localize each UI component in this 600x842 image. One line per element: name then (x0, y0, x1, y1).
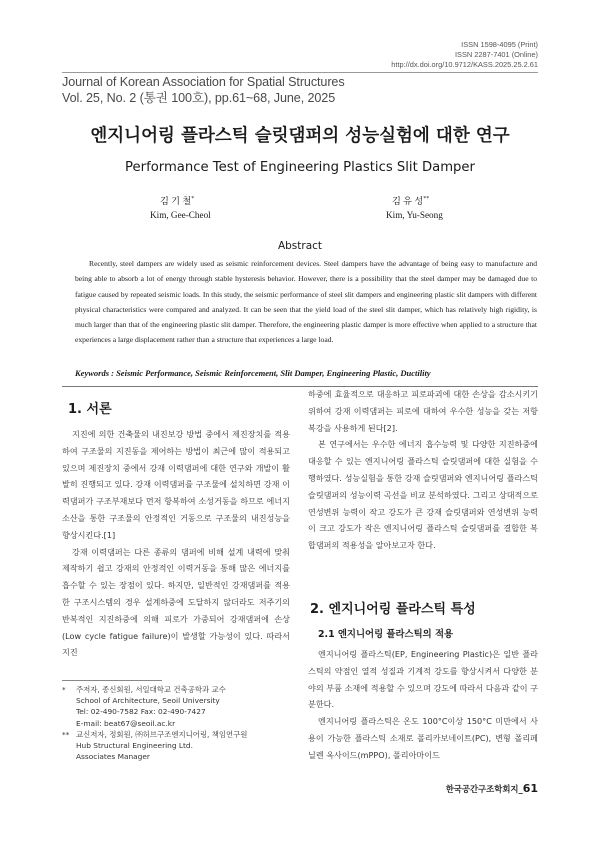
footnote-1 (62, 684, 302, 729)
right-para-2: 본 연구에서는 우수한 에너지 흡수능력 및 다양한 지진하중에 대응할 수 있는 엔지니어링 플라스틱 슬릿댐퍼에 대한 실험을 수행하였다. 성능실험을 통한 강재 슬릿댐퍼와 엔지니어링 플라스틱 슬릿댐퍼의 성능이력 곡선을 비교 분석하였다. 그리고 상대적으로 연성변위 능력이 작고 강도가 큰 강재 슬릿댐퍼와 연성변위 능력이 크고 강도가 작은 엔지니어링 플라스틱 슬릿댐퍼를 결합한 복합댐퍼의 적용성을 알아보고자 한다. (308, 439, 538, 551)
section-2-1-heading: 2.1 엔지니어링 플라스틱의 적용 (318, 629, 454, 640)
journal-header (62, 74, 345, 106)
doi-link[interactable]: http://dx.doi.org/10.9712/KASS.2025.25.2.61 (391, 60, 538, 69)
footer-journal: 한국공간구조학회지_ (445, 784, 523, 794)
abstract-text: Recently, steel dampers are widely used as seismic reinforcement devices. Steel dampers have the advantage of being easy to manufacture and being able to absorb a lot of energy through stable hysteresis behavior. However, there is a possibility that the steel damper may be damaged due to fatigue caused by repeated seismic loads. In this study, the seismic performance of steel slit dampers and engineering plastic slit dampers with different physical characteristics were compared and analyzed. It can be seen that the yield load of the steel slit damper, which has relatively high rigidity, is much larger than that of the engineering plastic slit damper. Therefore, the engineering plastic damper is more effective when applied to a structure that experiences a large displacement rather than a structure that experiences a large load. (75, 259, 537, 345)
header-divider (62, 72, 538, 73)
left-para-1: 지진에 의한 건축물의 내진보강 방법 중에서 제진장치를 적용하여 구조물의 지진동을 제어하는 방법이 최근에 많이 적용되고 있으며 제진장치 중에서 강재 이력댐퍼에 대한 연구와 개발이 활발히 진행되고 있다. 강재 이력댐퍼를 구조물에 설치하면 강재 이력댐퍼가 구조부재보다 먼저 항복하여 소성거동을 하므로 에너지 소산을 통한 구조물의 안정적인 거동으로 구조물의 내진성능을 향상시킨다.[1] (62, 429, 290, 540)
issn-online: ISSN 2287-7401 (Online) (455, 50, 538, 59)
volume-line: Vol. 25, No. 2 (통권 100호), pp.61~68, June, 2025 (62, 91, 336, 105)
author-1-ko: 김 기 철 (160, 196, 192, 207)
abstract-heading: Abstract (277, 240, 323, 252)
right-para-4: 엔지니어링 플라스틱은 온도 100°C이상 150°C 미만에서 사용이 가능한 플라스틱 소재로 폴리카보네이트(PC), 변형 폴리페닐렌 옥사이드(mPPO), 폴리아마이드 (308, 716, 538, 760)
author-2 (386, 192, 506, 222)
footnote-2-line: 교신저자, 정회원, ㈜허브구조엔지니어링, 책임연구원 (76, 729, 248, 739)
footnote-2-mark: ** (62, 729, 70, 739)
footnote-2-line: Hub Structural Engineering Ltd. (76, 741, 193, 751)
right-para-1: 하중에 효율적으로 대응하고 피로파괴에 대한 손상을 감소시키기 위하여 강재 이력댐퍼는 피로에 대하여 우수한 성능을 갖는 저항복강을 사용하게 된다[2]. (308, 389, 538, 433)
title-english: Performance Test of Engineering Plastics Slit Damper (125, 160, 475, 175)
left-para-2: 강재 이력댐퍼는 다른 종류의 댐퍼에 비해 설계 내력에 맞춰 제작하기 쉽고 강재의 안정적인 이력거동을 통해 많은 에너지를 흡수할 수 있는 장점이 있다. 하지만, 일반적인 강재댐퍼를 적용한 구조시스템의 경우 설계하중에 도달하지 않더라도 저주기의 반복적인 지진하중에 의해 피로가 가중되어 강재댐퍼에 손상(Low cycle fatigue failure)이 발생할 가능성이 있다. 따라서 지진 (62, 546, 290, 658)
footnote-2 (62, 729, 302, 763)
page-footer (446, 782, 538, 795)
author-1-en: Kim, Gee-Cheol (150, 210, 211, 221)
author-2-ko: 김 유 성 (392, 196, 424, 207)
issn-print: ISSN 1598-4095 (Print) (461, 40, 538, 49)
journal-name: Journal of Korean Association for Spatial Structures (62, 75, 345, 89)
title-korean: 엔지니어링 플라스틱 슬릿댐퍼의 성능실험에 대한 연구 (90, 126, 510, 146)
section-2-heading: 2. 엔지니어링 플라스틱 특성 (310, 602, 476, 617)
right-column-top (308, 386, 538, 554)
footnote-1-mark: * (62, 685, 66, 694)
footnote-1-email[interactable]: E-mail: beat67@seoil.ac.kr (76, 718, 176, 728)
footnote-divider (62, 680, 162, 681)
right-para-3: 엔지니어링 플라스틱(EP, Engineering Plastic)은 일반 플라스틱의 약점인 열적 성질과 기계적 강도를 향상시켜서 다양한 분야의 부품 소재에 적용할 수 있으며 강도에 따라서 다음과 같이 구분한다. (308, 649, 538, 710)
footnotes (62, 684, 302, 762)
page-number: 61 (522, 782, 538, 795)
author-1 (150, 192, 270, 222)
left-column (62, 426, 290, 661)
footnote-1-line: Tel: 02-490-7582 Fax: 02-490-7427 (76, 707, 206, 717)
footnote-1-line: School of Architecture, Seoil University (76, 696, 220, 706)
author-1-mark: * (191, 196, 195, 202)
author-2-en: Kim, Yu-Seong (386, 210, 443, 221)
right-column-bottom (308, 646, 538, 764)
section-1-heading: 1. 서론 (68, 402, 112, 417)
author-2-mark: ** (423, 196, 430, 202)
footnote-2-line: Associates Manager (76, 752, 150, 762)
issn-block (391, 40, 538, 70)
footnote-1-line: 주저자, 종신회원, 서일대학교 건축공학과 교수 (76, 685, 226, 694)
keywords: Keywords : Seismic Performance, Seismic Reinforcement, Slit Damper, Engineering Plastic, Ductility (75, 368, 431, 378)
